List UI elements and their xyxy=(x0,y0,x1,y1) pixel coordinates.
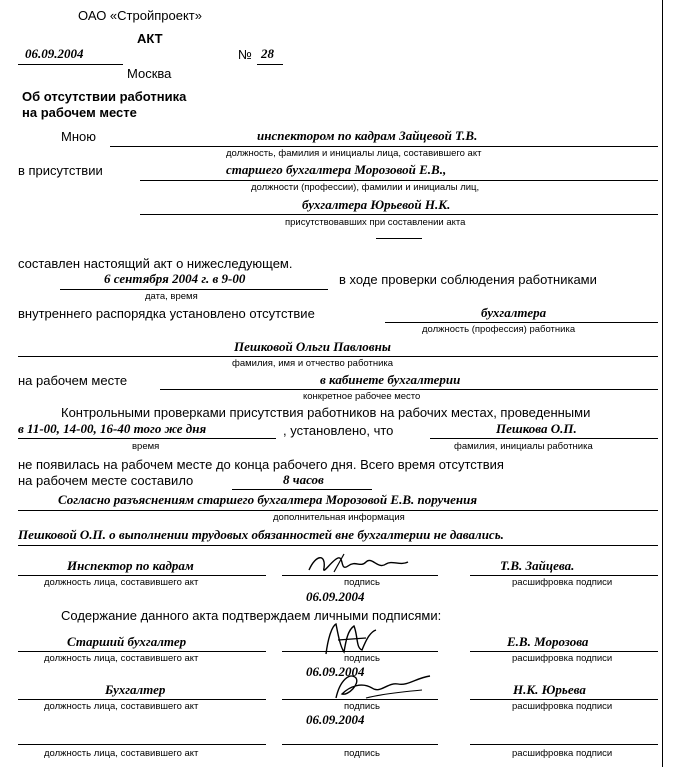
city: Москва xyxy=(127,66,172,81)
datetime-line xyxy=(60,289,328,290)
datetime-value: 6 сентября 2004 г. в 9-00 xyxy=(104,271,246,286)
sig-row1-name-line xyxy=(470,575,658,576)
control-text: Контрольными проверками присутствия работников на рабочих местах, проведенными xyxy=(61,405,591,420)
total-line xyxy=(232,489,372,490)
sig-row2-position: Старший бухгалтер xyxy=(67,634,187,649)
employee-short: Пешкова О.П. xyxy=(496,421,577,436)
short-caption: фамилия, инициалы работника xyxy=(454,441,593,452)
short-dash-line xyxy=(376,238,422,239)
extra-caption: дополнительная информация xyxy=(273,512,405,523)
sig-row2-signature-caption: подпись xyxy=(344,653,380,664)
sig-row1-signature-caption: подпись xyxy=(344,577,380,588)
composer-label: Мною xyxy=(61,129,96,144)
witness-caption-2: присутствовавших при составлении акта xyxy=(285,217,466,228)
extra-line-1 xyxy=(18,510,658,511)
workplace-line xyxy=(160,389,658,390)
sig-row3-position: Бухгалтер xyxy=(105,682,166,697)
sig-row3-date: 06.09.2004 xyxy=(306,712,365,727)
extra-line-2 xyxy=(18,545,658,546)
sig-row1-position-line xyxy=(18,575,266,576)
sig-row4-signature-caption: подпись xyxy=(344,748,380,759)
employee-value: Пешковой Ольги Павловны xyxy=(234,339,391,354)
sig-row1-decode-caption: расшифровка подписи xyxy=(512,577,613,588)
sig-row4-name-line xyxy=(470,744,658,745)
times-value: в 11-00, 14-00, 16-40 того же дня xyxy=(18,421,207,436)
workplace-label: на рабочем месте xyxy=(18,373,128,388)
number-label: № xyxy=(238,47,252,62)
witness-line-1 xyxy=(140,180,658,181)
witness-value-2: бухгалтера Юрьевой Н.К. xyxy=(302,197,451,212)
sig-row3-position-line xyxy=(18,699,266,700)
established-text: , установлено, что xyxy=(283,423,394,438)
sig-row1-name: Т.В. Зайцева. xyxy=(500,558,575,573)
composed-text: составлен настоящий акт о нижеследующем. xyxy=(18,256,293,271)
sig-row4-decode-caption: расшифровка подписи xyxy=(512,748,613,759)
title-line-1: Об отсутствии работника xyxy=(22,89,187,104)
sig-row2-name-line xyxy=(470,651,658,652)
times-line xyxy=(18,438,276,439)
sig-row3-name-line xyxy=(470,699,658,700)
sig-row1-position: Инспектор по кадрам xyxy=(67,558,194,573)
date-underline xyxy=(18,64,123,65)
page-edge-line xyxy=(662,0,663,767)
employee-line xyxy=(18,356,658,357)
document-date: 06.09.2004 xyxy=(25,46,84,61)
sig-row1-signature-line xyxy=(282,575,438,576)
sig-row2-decode-caption: расшифровка подписи xyxy=(512,653,613,664)
composer-line xyxy=(110,146,658,147)
sig-row3-decode-caption: расшифровка подписи xyxy=(512,701,613,712)
extra-value-1: Согласно разъяснениям старшего бухгалтера Морозовой Е.В. поручения xyxy=(58,492,478,507)
sig-row4-position-line xyxy=(18,744,266,745)
extra-value-2: Пешковой О.П. о выполнении трудовых обязанностей вне бухгалтерии не давались. xyxy=(18,527,504,542)
organization-name: ОАО «Стройпроект» xyxy=(78,8,202,23)
sig-row2-date: 06.09.2004 xyxy=(306,664,365,679)
sig-row2-name: Е.В. Морозова xyxy=(507,634,589,649)
position-caption: должность (профессия) работника xyxy=(422,324,576,335)
witnesses-label: в присутствии xyxy=(18,163,103,178)
sig-row4-signature-line xyxy=(282,744,438,745)
sig-row2-position-line xyxy=(18,651,266,652)
sig-row4-position-caption: должность лица, составившего акт xyxy=(44,748,199,759)
workplace-value: в кабинете бухгалтерии xyxy=(320,372,461,387)
datetime-caption: дата, время xyxy=(145,291,198,302)
employee-caption: фамилия, имя и отчество работника xyxy=(232,358,394,369)
sig-row1-position-caption: должность лица, составившего акт xyxy=(44,577,199,588)
composer-value: инспектором по кадрам Зайцевой Т.В. xyxy=(257,128,478,143)
not-appeared-text: не появилась на рабочем месте до конца рабочего дня. Всего время отсутствия xyxy=(18,457,504,472)
witness-value-1: старшего бухгалтера Морозовой Е.В., xyxy=(226,162,447,177)
check-text: в ходе проверки соблюдения работниками xyxy=(339,272,597,287)
sig-row3-position-caption: должность лица, составившего акт xyxy=(44,701,199,712)
sig-row3-signature-caption: подпись xyxy=(344,701,380,712)
sig-row3-name: Н.К. Юрьева xyxy=(513,682,586,697)
position-line xyxy=(385,322,658,323)
sig-row2-signature-line xyxy=(282,651,438,652)
composer-caption: должность, фамилия и инициалы лица, составившего акт xyxy=(226,148,482,159)
total-value: 8 часов xyxy=(283,472,324,487)
confirm-text: Содержание данного акта подтверждаем личными подписями: xyxy=(61,608,442,623)
total-label: на рабочем месте составило xyxy=(18,473,194,488)
document-type: АКТ xyxy=(137,31,163,46)
rules-text: внутреннего распорядка установлено отсутствие xyxy=(18,306,315,321)
employee-short-line xyxy=(430,438,658,439)
title-line-2: на рабочем месте xyxy=(22,105,137,120)
number-underline xyxy=(257,64,283,65)
witness-line-2 xyxy=(140,214,658,215)
witness-caption-1: должности (профессии), фамилии и инициалы лиц, xyxy=(251,182,480,193)
workplace-caption: конкретное рабочее место xyxy=(303,391,421,402)
sig-row3-signature-line xyxy=(282,699,438,700)
time-caption: время xyxy=(132,441,160,452)
document-number: 28 xyxy=(261,46,274,61)
position-value: бухгалтера xyxy=(481,305,547,320)
sig-row1-date: 06.09.2004 xyxy=(306,589,365,604)
sig-row2-position-caption: должность лица, составившего акт xyxy=(44,653,199,664)
